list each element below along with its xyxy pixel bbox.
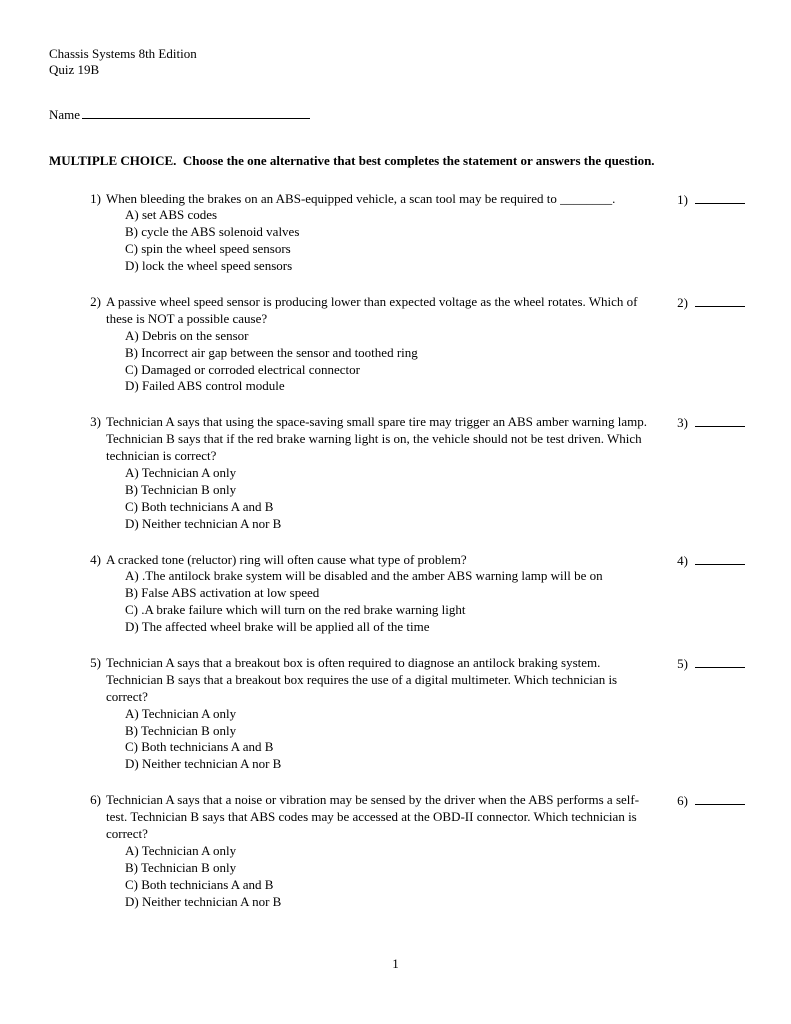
question-block bbox=[49, 655, 745, 773]
question-text: A cracked tone (reluctor) ring will often cause what type of problem? bbox=[106, 551, 467, 567]
name-label: Name bbox=[49, 106, 81, 122]
answer-number: 5) bbox=[677, 655, 688, 671]
question-number: 5) bbox=[90, 654, 101, 670]
question-text: When bleeding the brakes on an ABS-equipped vehicle, a scan tool may be required to ________. bbox=[106, 190, 616, 206]
choice: D) Failed ABS control module bbox=[125, 378, 285, 394]
question-body bbox=[106, 552, 653, 636]
answer-number: 1) bbox=[677, 191, 688, 207]
answer-blank-line bbox=[695, 792, 745, 805]
choice: A) set ABS codes bbox=[125, 207, 218, 223]
question-text: Technician A says that using the space-saving small spare tire may trigger an ABS amber warning lamp. Technician B says that if the red brake warning light is on, the vehicle should not be test driven. Which technician is correct? bbox=[106, 414, 647, 464]
question-text: A passive wheel speed sensor is producing lower than expected voltage as the wheel rotates. Which of these is NOT a possible cause? bbox=[106, 293, 638, 326]
choice: C) Both technicians A and B bbox=[125, 498, 274, 514]
choices bbox=[125, 568, 647, 636]
answer-area bbox=[653, 294, 745, 312]
answer-area bbox=[653, 191, 745, 209]
answer-area bbox=[653, 414, 745, 432]
document-subtitle: Quiz 19B bbox=[49, 62, 100, 78]
choice: D) The affected wheel brake will be applied all of the time bbox=[125, 619, 430, 635]
name-row bbox=[49, 105, 745, 123]
question-number: 6) bbox=[90, 792, 101, 808]
instructions-text: MULTIPLE CHOICE. Choose the one alternative that best completes the statement or answers the question. bbox=[49, 152, 655, 168]
choices bbox=[125, 207, 647, 275]
choices bbox=[125, 843, 647, 911]
choice: C) .A brake failure which will turn on the red brake warning light bbox=[125, 602, 466, 618]
question-block bbox=[49, 414, 745, 532]
answer-number: 6) bbox=[677, 793, 688, 809]
choice: D) Neither technician A nor B bbox=[125, 515, 282, 531]
choice: A) Debris on the sensor bbox=[125, 327, 249, 343]
answer-blank-line bbox=[695, 414, 745, 427]
choices bbox=[125, 465, 647, 533]
choices bbox=[125, 328, 647, 396]
page-number: 1 bbox=[392, 956, 399, 971]
answer-area bbox=[653, 792, 745, 810]
question-body bbox=[106, 191, 653, 275]
question-text: Technician A says that a breakout box is often required to diagnose an antilock braking system. Technician B says that a breakout box requires the use of a digital multimeter. Which technician is correct? bbox=[106, 654, 618, 704]
question-text: Technician A says that a noise or vibration may be sensed by the driver when the ABS performs a self-test. Technician B says that ABS codes may be accessed at the OBD-II connector. Which technician is correct? bbox=[106, 792, 640, 841]
choice: B) cycle the ABS solenoid valves bbox=[125, 224, 300, 240]
question-block bbox=[49, 552, 745, 636]
choice: D) lock the wheel speed sensors bbox=[125, 258, 293, 274]
choice: C) Both technicians A and B bbox=[125, 739, 274, 755]
document-title: Chassis Systems 8th Edition bbox=[49, 46, 197, 61]
choice: C) Both technicians A and B bbox=[125, 876, 274, 892]
question-block bbox=[49, 191, 745, 275]
question-number: 3) bbox=[90, 414, 101, 430]
choice: A) .The antilock brake system will be disabled and the amber ABS warning lamp will be on bbox=[125, 568, 603, 584]
question-block bbox=[49, 294, 745, 395]
choice: D) Neither technician A nor B bbox=[125, 756, 282, 772]
answer-area bbox=[653, 655, 745, 673]
choice: C) Damaged or corroded electrical connector bbox=[125, 361, 360, 377]
question-number: 1) bbox=[90, 190, 101, 206]
question-number: 4) bbox=[90, 551, 101, 567]
choices bbox=[125, 706, 647, 774]
question-body bbox=[106, 792, 653, 910]
choice: B) Technician B only bbox=[125, 722, 237, 738]
answer-number: 2) bbox=[677, 294, 688, 310]
choice: A) Technician A only bbox=[125, 842, 237, 858]
answer-number: 4) bbox=[677, 552, 688, 568]
choice: A) Technician A only bbox=[125, 464, 237, 480]
choice: B) Incorrect air gap between the sensor and toothed ring bbox=[125, 344, 418, 360]
answer-number: 3) bbox=[677, 415, 688, 431]
document-header bbox=[49, 46, 745, 79]
answer-blank-line bbox=[695, 191, 745, 204]
choice: D) Neither technician A nor B bbox=[125, 893, 282, 909]
question-block bbox=[49, 792, 745, 910]
answer-blank-line bbox=[695, 552, 745, 565]
question-number: 2) bbox=[90, 293, 101, 309]
answer-blank-line bbox=[695, 655, 745, 668]
questions-list bbox=[49, 191, 745, 911]
choice: C) spin the wheel speed sensors bbox=[125, 241, 291, 257]
answer-blank-line bbox=[695, 294, 745, 307]
answer-area bbox=[653, 552, 745, 570]
choice: B) Technician B only bbox=[125, 859, 237, 875]
choice: B) False ABS activation at low speed bbox=[125, 585, 320, 601]
name-blank-line bbox=[82, 105, 310, 119]
choice: A) Technician A only bbox=[125, 705, 237, 721]
page-footer bbox=[0, 956, 791, 972]
question-body bbox=[106, 655, 653, 773]
question-body bbox=[106, 414, 653, 532]
question-body bbox=[106, 294, 653, 395]
choice: B) Technician B only bbox=[125, 481, 237, 497]
